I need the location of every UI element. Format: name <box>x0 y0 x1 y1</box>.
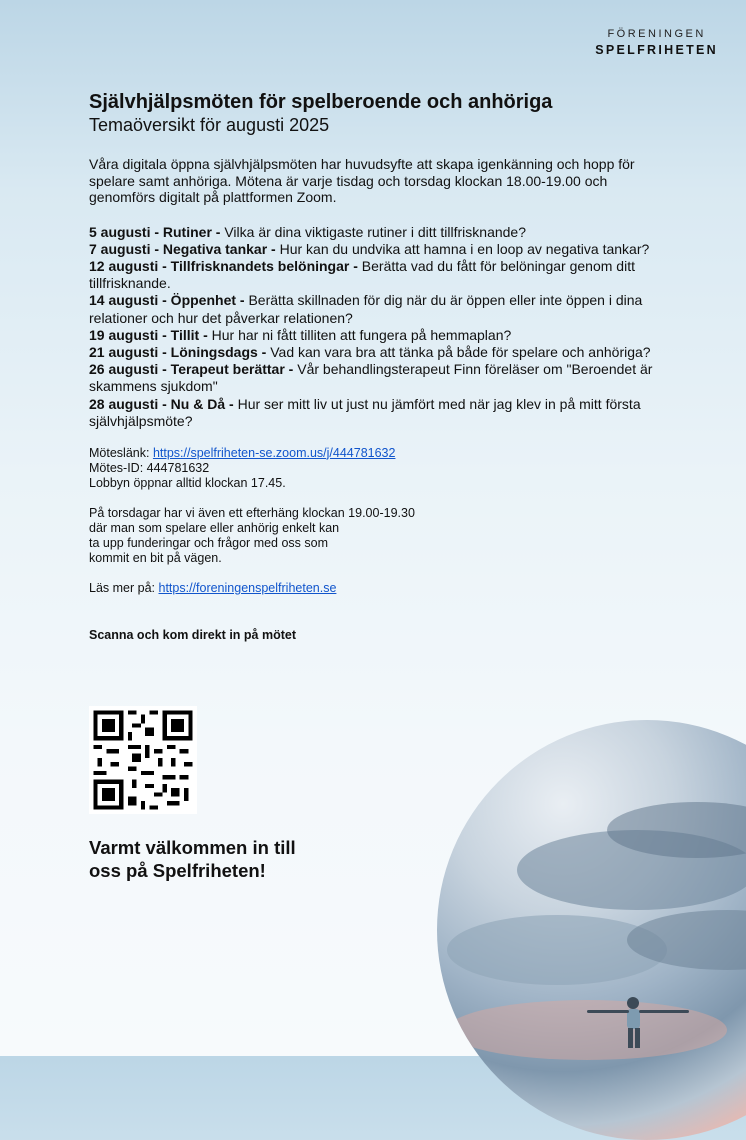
logo <box>595 28 718 57</box>
intro-paragraph: Våra digitala öppna självhjälpsmöten har huvudsyfte att skapa igenkänning och hopp för spelare samt anhöriga. Mötena är varje tisdag och torsdag klockan 18.00-19.00 och genomförs digitalt på plattformen Zoom. <box>89 156 635 205</box>
theme-list <box>89 224 669 430</box>
theme-item: 21 augusti - Löningsdags - Vad kan vara bra att tänka på både för spelare och anhöriga? <box>89 343 651 360</box>
meeting-info <box>89 446 669 491</box>
theme-item: 19 augusti - Tillit - Hur har ni fått tilliten att fungera på hemmaplan? <box>89 326 512 343</box>
theme-item: 26 augusti - Terapeut berättar - Vår behandlingsterapeut Finn föreläser om "Beroendet är skammens sjukdom" <box>89 361 653 395</box>
scan-heading: Scanna och kom direkt in på mötet <box>89 627 296 642</box>
sky-photo <box>437 720 746 1140</box>
lobby-info: Lobbyn öppnar alltid klockan 17.45. <box>89 475 286 490</box>
theme-item: 5 augusti - Rutiner - Vilka är dina viktigaste rutiner i ditt tillfrisknande? <box>89 223 527 240</box>
read-more <box>89 581 669 596</box>
theme-item: 28 augusti - Nu & Då - Hur ser mitt liv ut just nu jämfört med när jag klev in på mitt första självhjälpsmöte? <box>89 395 641 429</box>
meeting-link-label: Möteslänk: <box>89 445 150 460</box>
theme-item: 12 augusti - Tillfrisknandets belöningar - Berätta vad du fått för belöningar genom ditt tillfrisknande. <box>89 257 635 292</box>
theme-item: 14 augusti - Öppenhet - Berätta skillnaden för dig när du är öppen eller inte öppen i dina relationer och hur det påverkar relationen? <box>89 292 643 326</box>
theme-item: 7 augusti - Negativa tankar - Hur kan du undvika att hamna i en loop av negativa tankar? <box>89 240 650 257</box>
page-title: Självhjälpsmöten för spelberoende och anhöriga <box>89 91 553 113</box>
page-subtitle: Temaöversikt för augusti 2025 <box>89 115 330 135</box>
logo-line-1: FÖRENINGEN <box>607 28 706 40</box>
read-more-label: Läs mer på: <box>89 580 156 595</box>
meeting-id: Mötes-ID: 444781632 <box>89 460 210 475</box>
welcome-message: Varmt välkommen in till oss på Spelfriheten! <box>89 837 296 881</box>
qr-code[interactable] <box>89 706 197 814</box>
after-hang-info: På torsdagar har vi även ett efterhäng klockan 19.00-19.30 där man som spelare eller anhörig enkelt kan ta upp funderingar och frågor med oss som kommit en bit på vägen. <box>89 505 415 565</box>
meeting-link[interactable]: https://spelfriheten-se.zoom.us/j/444781632 <box>152 445 396 460</box>
website-link[interactable]: https://foreningenspelfriheten.se <box>158 580 337 595</box>
main-content <box>89 90 669 642</box>
logo-line-2: SPELFRIHETEN <box>595 43 718 57</box>
